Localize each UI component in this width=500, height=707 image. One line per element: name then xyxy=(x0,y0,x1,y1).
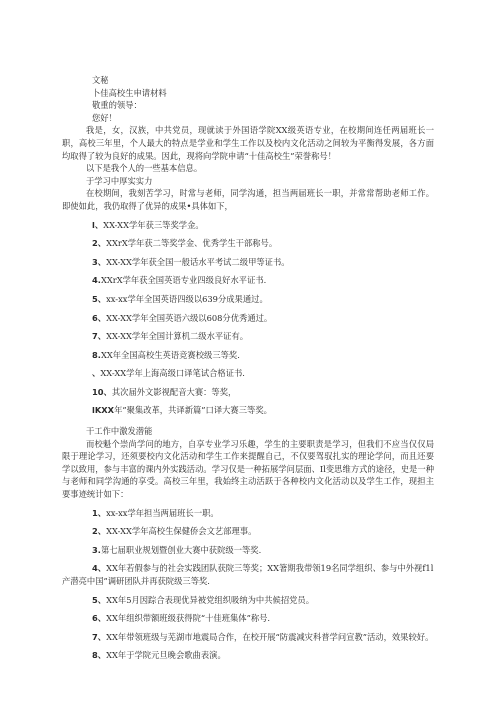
list-item-number: 2、 xyxy=(92,238,107,249)
list-item-text: xx-xx学年担当两届班长一职。 xyxy=(106,507,219,518)
list-item xyxy=(62,612,434,625)
list-item xyxy=(62,367,434,380)
list-item xyxy=(62,594,434,607)
list-item xyxy=(62,404,434,417)
list-item-number: 5、 xyxy=(92,293,107,304)
list-item-text: XX-XX学年全国英语六级以608分优秀通过。 xyxy=(106,312,273,323)
list-item-text: xx-xx学年全国英语四级以639分成果通过。 xyxy=(106,293,268,304)
list-item-number: lKXX xyxy=(92,405,115,416)
list-item-number: 3. xyxy=(92,544,101,555)
list-item xyxy=(62,312,434,325)
list-item xyxy=(62,219,434,232)
list-item xyxy=(62,507,434,520)
list-item xyxy=(62,349,434,362)
application-letter xyxy=(62,74,434,662)
list-item-number: 7、 xyxy=(92,331,107,342)
list-item-text: XX-XX学年获三等奖学金。 xyxy=(103,219,204,230)
list-item-text: 年”聚集改革，共译新篇”口译大赛三等奖。 xyxy=(114,405,272,416)
list-item xyxy=(62,525,434,538)
list-item-number: 10、 xyxy=(92,386,112,397)
study-achievements-list xyxy=(62,219,434,418)
list-item xyxy=(62,544,434,557)
list-item xyxy=(62,562,434,587)
list-item-text: XX年若假参与的社会实践团队获院三等奖；XX箸期我带领19名同学组织、参与中外视f1l产潜亮中国”调研团队并再获院级三等奖. xyxy=(62,563,434,586)
list-item-text: XXrX学年获全国英语专业四级良好水平证书. xyxy=(100,275,267,286)
list-item-number: 4. xyxy=(92,275,101,286)
list-item xyxy=(62,293,434,306)
list-item-text: 其次届外文影视配音大赛：等奖， xyxy=(111,386,237,397)
work-paragraph: 而校魁个崇尚学问的地方，自享专业学习乐趣，学生的主要职责是学习，但我们不应当仅仅局限于理论学习，还须要校内文化活动和学生工作来提醒自己，不仅要驾驭扎实的理论学问，而且还要学以致用，参与丰富的课内外实践活动。学习仅是一种拓展学问层面、Il变思维方式的途径，史是一种与老师和同学沟通的享受。高校三年里，我始终主动活跃于各种校内文化活动以及学生工作，现担主要事迹统计如下： xyxy=(62,438,434,500)
greeting: 您好！ xyxy=(92,112,117,123)
list-item-text: XX年全国高校生英语竞赛校级三等奖. xyxy=(100,349,240,360)
list-item-text: XX-XX学年获全国一般话水平考试二级甲等证书。 xyxy=(106,256,290,267)
list-item-number: 8. xyxy=(92,349,101,360)
list-item-text: XX-XX学年高校生保健侨会文艺部理事。 xyxy=(106,526,257,537)
list-item-number: 、 xyxy=(92,368,101,379)
list-item-text: XXrX学年获二等奖学金、优秀学生干部称号。 xyxy=(106,238,278,249)
list-item-text: XX年带领班级与芜湖市地震局合作，在校开展“防震减灾科普学问宣教”活动，效果较好。 xyxy=(106,631,434,642)
section-heading-work: 干工作中激发潜能 xyxy=(86,426,153,437)
list-item-number: 7、 xyxy=(92,631,107,642)
list-item-number: 1、 xyxy=(92,507,107,518)
list-item-number: 8、 xyxy=(92,650,107,661)
list-item-number: 2、 xyxy=(92,526,107,537)
list-item xyxy=(62,649,434,662)
section-heading-study: 于学习中厚实实力 xyxy=(86,175,153,186)
list-item-number: 6、 xyxy=(92,312,107,323)
study-paragraph: 在校期间，我刻苦学习，时常与老师，同学沟通，担当两届班长一职，并常常帮助老师工作。即使如此，我仍取得了优异的成果•具体如下， xyxy=(62,188,434,211)
doc-label: 文秘 xyxy=(92,75,109,85)
intro-summary: 以下是我个人的一些基本信息。 xyxy=(86,163,203,174)
list-item-number: 4、 xyxy=(92,563,107,574)
list-item-number: 3、 xyxy=(92,256,107,267)
list-item-text: XX-XX学年上海高级口译笔试合格证书. xyxy=(100,368,245,379)
doc-title: 卜佳高校生申请材料 xyxy=(92,87,167,98)
list-item-text: 第七届职业规划暨创业大赛中获院级一等奖. xyxy=(100,544,262,555)
list-item xyxy=(62,330,434,343)
list-item-text: XX年组织带额班级获得院“十佳班集体”称号. xyxy=(106,613,271,624)
list-item xyxy=(62,631,434,644)
list-item xyxy=(62,274,434,287)
list-item-text: XX-XX学年全国计算机二级水平证有。 xyxy=(106,331,249,342)
list-item-number: 5、 xyxy=(92,594,107,605)
list-item xyxy=(62,237,434,250)
list-item-text: XX年5月因踪合表现优异被党组织吸纳为中共候招党员。 xyxy=(106,594,315,605)
list-item xyxy=(62,386,434,399)
list-item-number: 6、 xyxy=(92,613,107,624)
list-item-number: l、 xyxy=(92,219,104,230)
list-item xyxy=(62,256,434,269)
intro-paragraph: 我是，女，汉族，中共党员，现就读于外国语学院XX级英语专业，在校期间连任两届班长一职，高校三年里，个人最大的特点是学业和学生工作以及校内文化活动之间较为平衡得发展，各方面均取得了较为良好的成果。因此，现将向学院申请“十佳高校生”荣誉称号！ xyxy=(62,125,434,161)
salutation: 敬重的领导： xyxy=(92,100,142,111)
work-achievements-list xyxy=(62,507,434,662)
list-item-text: XX年于学院元旦晚会歌曲表演。 xyxy=(106,650,226,661)
